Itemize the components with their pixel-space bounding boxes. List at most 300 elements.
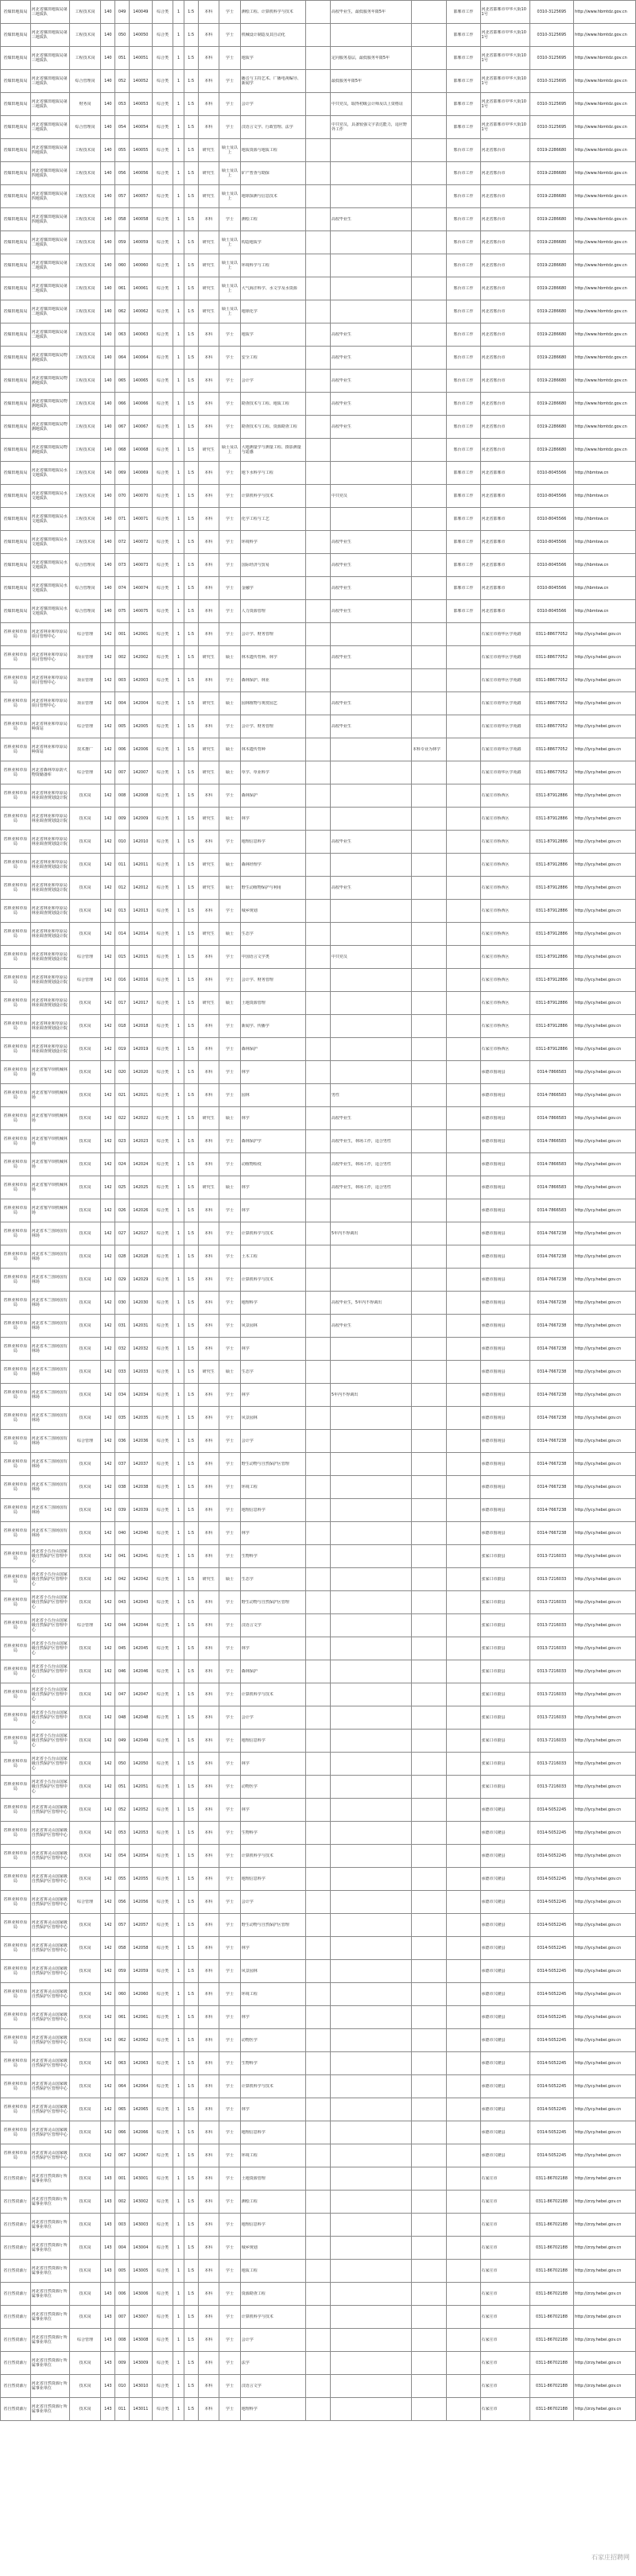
cell-ratio [184, 2375, 198, 2398]
cell-position-name [69, 1522, 101, 1545]
cell-ratio [184, 1914, 198, 1937]
cell-address [480, 462, 529, 485]
cell-website [574, 1292, 636, 1315]
cell-ratio [184, 2283, 198, 2306]
cell-notes [412, 923, 447, 946]
cell-ratio [184, 254, 198, 277]
cell-text: 河北省小五台山国家级自然保护区管理中心 [31, 1733, 68, 1748]
cell-exam-type [152, 946, 173, 969]
cell-age [305, 93, 330, 116]
cell-notes [412, 185, 447, 208]
cell-requirements [330, 1776, 411, 1799]
cell-unit [30, 1130, 69, 1153]
cell-text: 1:5 [188, 79, 195, 83]
cell-text: 河北省邢台市 [481, 194, 506, 199]
cell-degree [219, 2052, 241, 2075]
cell-education [198, 1845, 219, 1868]
cell-degree [219, 2398, 241, 2421]
cell-text: http://lycy.hebei.gov.cn [575, 1323, 622, 1328]
cell-major [240, 1914, 305, 1937]
table-row [1, 1015, 636, 1038]
cell-text: 综合类 [157, 1162, 169, 1167]
cell-text: http://lycy.hebei.gov.cn [575, 816, 622, 821]
cell-website [574, 439, 636, 462]
cell-phone [529, 2329, 573, 2352]
cell-text: 技术岗 [79, 2153, 91, 2158]
cell-text: 河北省煤田地质局第三地质队 [31, 99, 68, 109]
cell-pos-seq [115, 139, 130, 162]
cell-text: 049 [118, 1738, 126, 1743]
cell-text: 省煤田地质局 [3, 10, 28, 14]
cell-text: 1 [177, 1508, 180, 1513]
cell-address [480, 393, 529, 416]
cell-text: 法学 [241, 2361, 250, 2365]
cell-requirements [330, 531, 411, 554]
cell-text: 综合类 [157, 286, 169, 291]
cell-text: http://lycy.hebei.gov.cn [575, 1369, 622, 1374]
cell-website [574, 1614, 636, 1637]
cell-text: 0310-8045566 [537, 494, 567, 498]
cell-count [173, 2006, 184, 2029]
cell-text: 省自然资源厅 [3, 2407, 28, 2411]
cell-text: 省林业和草原局 [3, 1114, 28, 1123]
cell-text: 河北省邯郸市 [481, 494, 506, 498]
cell-degree [219, 2029, 241, 2052]
cell-position-code [129, 854, 152, 877]
cell-text: 动物医学 [241, 2038, 258, 2043]
cell-text: 综合类 [157, 770, 169, 775]
cell-pos-seq [115, 208, 130, 231]
cell-degree [219, 2329, 241, 2352]
cell-text: 0319-2286680 [537, 286, 567, 291]
cell-text: 省林业和草原局 [3, 2128, 28, 2137]
cell-text: 邯郸市工作 [453, 79, 474, 83]
cell-text: 本科 [204, 1600, 213, 1605]
cell-text: 本科 [204, 1346, 213, 1351]
cell-text: 本科 [204, 2107, 213, 2112]
cell-notes [412, 300, 447, 323]
cell-dept-code [101, 900, 115, 923]
cell-count [173, 2029, 184, 2052]
cell-text: 本科 [204, 102, 213, 107]
cell-ratio [184, 1015, 198, 1038]
cell-department [1, 946, 31, 969]
cell-work-location [447, 347, 480, 370]
cell-text: 石家庄市裕华区学苑路 [481, 747, 522, 752]
cell-work-location [447, 1222, 480, 1245]
cell-position-name [69, 761, 101, 784]
cell-text: 1:5 [188, 148, 195, 153]
cell-text: http://www.hbmtdz.gov.cn [575, 447, 627, 452]
cell-dept-code [101, 1269, 115, 1292]
cell-position-name [69, 2283, 101, 2306]
cell-text: 0310-3125695 [537, 125, 567, 130]
cell-position-code [129, 277, 152, 300]
cell-notes [412, 992, 447, 1015]
cell-requirements [330, 946, 411, 969]
cell-text: 1 [177, 471, 180, 475]
cell-text: 本科 [204, 1208, 213, 1213]
cell-text: http://www.hbmtdz.gov.cn [575, 286, 627, 291]
cell-exam-type [152, 1753, 173, 1776]
cell-requirements [330, 1, 411, 24]
cell-ratio [184, 1568, 198, 1591]
cell-requirements [330, 1545, 411, 1568]
cell-address [480, 531, 529, 554]
cell-work-location [447, 1937, 480, 1960]
cell-position-code [129, 2398, 152, 2421]
cell-text: 地下水科学与工程 [241, 471, 273, 475]
cell-text: 河北省煤田地质局第二地质队 [31, 284, 68, 293]
cell-text: 省林业和草原局 [3, 1805, 28, 1815]
cell-text: 1:5 [188, 1416, 195, 1420]
cell-website [574, 946, 636, 969]
cell-unit [30, 2052, 69, 2075]
cell-ratio [184, 2237, 198, 2260]
cell-unit [30, 1315, 69, 1338]
cell-degree [219, 2283, 241, 2306]
cell-text: 环境科学与工程 [241, 263, 270, 268]
cell-text: 学士 [225, 632, 234, 637]
cell-unit [30, 2029, 69, 2052]
cell-major [240, 1499, 305, 1522]
cell-text: 邢台市工作 [453, 378, 474, 383]
cell-department [1, 1315, 31, 1338]
cell-text: http://lycy.hebei.gov.cn [575, 862, 622, 867]
cell-text: 0314-5052245 [537, 1854, 567, 1858]
cell-text: 031 [118, 1323, 126, 1328]
cell-degree [219, 1637, 241, 1660]
cell-text: 河北省邢台市 [481, 355, 506, 360]
cell-text: 001 [118, 632, 126, 637]
cell-text: 生物科学 [241, 2061, 258, 2066]
cell-text: 本科 [204, 955, 213, 959]
cell-text: 本科 [204, 355, 213, 360]
cell-text: 河北省邢台市 [481, 217, 506, 222]
cell-text: 工程技术岗 [75, 286, 95, 291]
cell-text: 064 [118, 355, 126, 360]
cell-major [240, 2098, 305, 2121]
cell-major [240, 1706, 305, 1730]
cell-address [480, 1568, 529, 1591]
cell-age [305, 370, 330, 393]
cell-degree [219, 2375, 241, 2398]
cell-text: 本科 [204, 1416, 213, 1420]
cell-website [574, 577, 636, 600]
cell-department [1, 1914, 31, 1937]
cell-website [574, 2191, 636, 2214]
cell-notes [412, 2075, 447, 2098]
cell-dept-code [101, 623, 115, 646]
table-row [1, 646, 636, 669]
cell-address [480, 2144, 529, 2167]
cell-text: http://lycy.hebei.gov.cn [575, 655, 622, 660]
cell-text: 承德市围场县 [481, 1277, 506, 1282]
cell-requirements [330, 784, 411, 808]
cell-education [198, 1384, 219, 1407]
cell-text: 学士 [225, 1139, 234, 1144]
cell-text: 1:5 [188, 955, 195, 959]
cell-major [240, 508, 305, 531]
cell-text: 本科 [204, 424, 213, 429]
cell-exam-type [152, 1614, 173, 1637]
cell-text: 140 [104, 447, 112, 452]
cell-text: 高校毕业生，林场工作，适合男性 [331, 1185, 391, 1190]
cell-unit [30, 623, 69, 646]
cell-text: 142060 [133, 1992, 149, 1997]
cell-age [305, 2352, 330, 2375]
cell-notes [412, 646, 447, 669]
cell-position-code [129, 1660, 152, 1683]
cell-text: 142 [104, 2153, 112, 2158]
cell-position-code [129, 1269, 152, 1292]
cell-text: 河北省林业和草原局林业调查规划设计院 [31, 998, 68, 1008]
cell-text: 邯郸市工作 [453, 102, 474, 107]
cell-phone [529, 946, 573, 969]
cell-text: 010 [118, 2384, 126, 2388]
cell-age [305, 1753, 330, 1776]
cell-dept-code [101, 1499, 115, 1522]
cell-text: 1 [177, 2199, 180, 2204]
cell-text: 汉语言文学 [241, 1623, 262, 1628]
cell-text: 综合类 [157, 2038, 169, 2043]
cell-work-location [447, 393, 480, 416]
cell-text: 本科 [204, 1877, 213, 1881]
cell-major [240, 93, 305, 116]
cell-text: 地理信息科学 [241, 1877, 266, 1881]
cell-text: 041 [118, 1554, 126, 1559]
cell-text: 058 [118, 217, 126, 222]
cell-text: 143004 [133, 2245, 149, 2250]
cell-work-location [447, 162, 480, 185]
cell-degree [219, 646, 241, 669]
cell-exam-type [152, 692, 173, 715]
cell-major [240, 1730, 305, 1753]
cell-exam-type [152, 416, 173, 439]
cell-text: 河北省邯郸市 [481, 586, 506, 591]
cell-text: 142 [104, 1669, 112, 1674]
cell-department [1, 1407, 31, 1430]
cell-education [198, 715, 219, 738]
cell-text: 142 [104, 1877, 112, 1881]
cell-text: 1 [177, 309, 180, 314]
table-row [1, 1222, 636, 1245]
cell-work-location [447, 992, 480, 1015]
cell-age [305, 1960, 330, 1983]
cell-text: 河北省小五台山国家级自然保护区管理中心 [31, 1618, 68, 1633]
cell-website [574, 854, 636, 877]
cell-text: http://lycy.hebei.gov.cn [575, 1854, 622, 1858]
cell-text: 055 [118, 148, 126, 153]
cell-text: 142 [104, 655, 112, 660]
cell-dept-code [101, 1315, 115, 1338]
cell-work-location [447, 1153, 480, 1176]
cell-unit [30, 2306, 69, 2329]
cell-text: 142 [104, 1001, 112, 1005]
cell-pos-seq [115, 1038, 130, 1061]
cell-text: 综合类 [157, 148, 169, 153]
cell-text: 1:5 [188, 2176, 195, 2181]
cell-count [173, 1637, 184, 1660]
cell-address [480, 347, 529, 370]
cell-text: 1 [177, 1577, 180, 1582]
cell-text: 0310-8045566 [537, 609, 567, 614]
cell-text: 049 [118, 10, 126, 14]
cell-pos-seq [115, 1153, 130, 1176]
cell-dept-code [101, 1614, 115, 1637]
cell-website [574, 2237, 636, 2260]
cell-pos-seq [115, 1084, 130, 1107]
cell-text: 河北省林业和草原局项目管理中心 [31, 629, 68, 639]
cell-count [173, 2283, 184, 2306]
cell-work-location [447, 416, 480, 439]
cell-text: 142 [104, 1116, 112, 1121]
cell-text: 学士 [225, 1877, 234, 1881]
cell-requirements [330, 1453, 411, 1476]
cell-text: 河北省塞罕坝机械林场 [31, 1183, 68, 1192]
cell-ratio [184, 2352, 198, 2375]
cell-text: 1 [177, 2245, 180, 2250]
cell-text: 1 [177, 908, 180, 913]
cell-text: 1:5 [188, 494, 195, 498]
cell-education [198, 208, 219, 231]
cell-text: 综合类 [157, 955, 169, 959]
cell-text: 河北省雾灵山国家级自然保护区管理中心 [31, 2151, 68, 2160]
cell-text: 1:5 [188, 632, 195, 637]
cell-notes [412, 1361, 447, 1384]
cell-unit [30, 969, 69, 992]
cell-text: 本科 [204, 1439, 213, 1443]
cell-department [1, 2029, 31, 2052]
cell-degree [219, 254, 241, 277]
cell-address [480, 1706, 529, 1730]
cell-pos-seq [115, 370, 130, 393]
cell-phone [529, 2375, 573, 2398]
cell-unit [30, 761, 69, 784]
cell-text: 资源勘查工程 [241, 2291, 266, 2296]
cell-text: 1 [177, 2084, 180, 2089]
cell-text: 省林业和草原局 [3, 629, 28, 639]
cell-major [240, 1776, 305, 1799]
cell-notes [412, 1522, 447, 1545]
cell-count [173, 969, 184, 992]
cell-department [1, 323, 31, 347]
cell-count [173, 254, 184, 277]
cell-text: 综合类 [157, 2315, 169, 2319]
cell-text: 0314-5052245 [537, 1969, 567, 1974]
cell-text: 综合类 [157, 1784, 169, 1789]
cell-education [198, 1245, 219, 1269]
cell-position-name [69, 1245, 101, 1269]
cell-position-name [69, 231, 101, 254]
cell-text: 0311-86702188 [535, 2176, 568, 2181]
cell-text: 1:5 [188, 1877, 195, 1881]
cell-requirements [330, 1222, 411, 1245]
cell-pos-seq [115, 47, 130, 70]
cell-text: 硕士及以上 [221, 238, 238, 247]
cell-dept-code [101, 2029, 115, 2052]
cell-notes [412, 1568, 447, 1591]
cell-text: 140066 [133, 401, 149, 406]
cell-text: 1:5 [188, 701, 195, 706]
cell-requirements [330, 992, 411, 1015]
cell-text: 石家庄市 [481, 2176, 498, 2181]
cell-notes [412, 1, 447, 24]
cell-major [240, 808, 305, 831]
cell-degree [219, 162, 241, 185]
cell-notes [412, 2121, 447, 2144]
cell-text: 学士 [225, 355, 234, 360]
cell-dept-code [101, 370, 115, 393]
cell-text: 1:5 [188, 1346, 195, 1351]
cell-education [198, 623, 219, 646]
cell-address [480, 2191, 529, 2214]
table-row [1, 554, 636, 577]
cell-work-location [447, 554, 480, 577]
cell-text: 1:5 [188, 1623, 195, 1628]
cell-text: 0313-7216033 [537, 1577, 567, 1582]
cell-age [305, 808, 330, 831]
cell-major [240, 347, 305, 370]
cell-text: 综合类 [157, 1877, 169, 1881]
cell-text: 技术岗 [79, 1001, 91, 1005]
cell-website [574, 1983, 636, 2006]
cell-text: 省林业和草原局 [3, 1897, 28, 1907]
cell-text: 河北省木兰围场国有林场 [31, 1252, 68, 1261]
cell-age [305, 1591, 330, 1614]
cell-text: 142038 [133, 1485, 149, 1489]
cell-dept-code [101, 208, 115, 231]
cell-text: 高校毕业生 [331, 655, 351, 660]
cell-count [173, 738, 184, 761]
cell-degree [219, 692, 241, 715]
cell-ratio [184, 1430, 198, 1453]
cell-text: http://lycy.hebei.gov.cn [575, 1830, 622, 1835]
cell-unit [30, 2075, 69, 2098]
cell-text: 河北省煤田地质局第三地质队 [31, 122, 68, 132]
cell-text: 会计学 [241, 1900, 254, 1904]
cell-text: 本科 [204, 1761, 213, 1766]
cell-text: 1:5 [188, 2338, 195, 2342]
cell-major [240, 646, 305, 669]
cell-text: 河北省邢台市 [481, 171, 506, 176]
cell-text: 综合类 [157, 1024, 169, 1028]
cell-dept-code [101, 1453, 115, 1476]
cell-text: 省林业和草原局 [3, 1390, 28, 1400]
cell-degree [219, 24, 241, 47]
cell-text: 020 [118, 1070, 126, 1075]
cell-text: 技术岗 [79, 793, 91, 798]
cell-exam-type [152, 623, 173, 646]
cell-text: 1:5 [188, 1715, 195, 1720]
cell-department [1, 1545, 31, 1568]
cell-degree [219, 347, 241, 370]
cell-text: 工程技术岗 [75, 471, 95, 475]
cell-text: http://lycy.hebei.gov.cn [575, 770, 622, 775]
cell-exam-type [152, 1891, 173, 1914]
cell-website [574, 1568, 636, 1591]
cell-text: 省煤田地质局 [3, 401, 28, 406]
cell-requirements [330, 808, 411, 831]
cell-text: 本科 [204, 1277, 213, 1282]
cell-text: 143 [104, 2245, 112, 2250]
cell-education [198, 946, 219, 969]
cell-ratio [184, 208, 198, 231]
cell-dept-code [101, 1637, 115, 1660]
cell-text: 省林业和草原局 [3, 1229, 28, 1238]
cell-position-code [129, 1568, 152, 1591]
cell-text: 140 [104, 563, 112, 567]
